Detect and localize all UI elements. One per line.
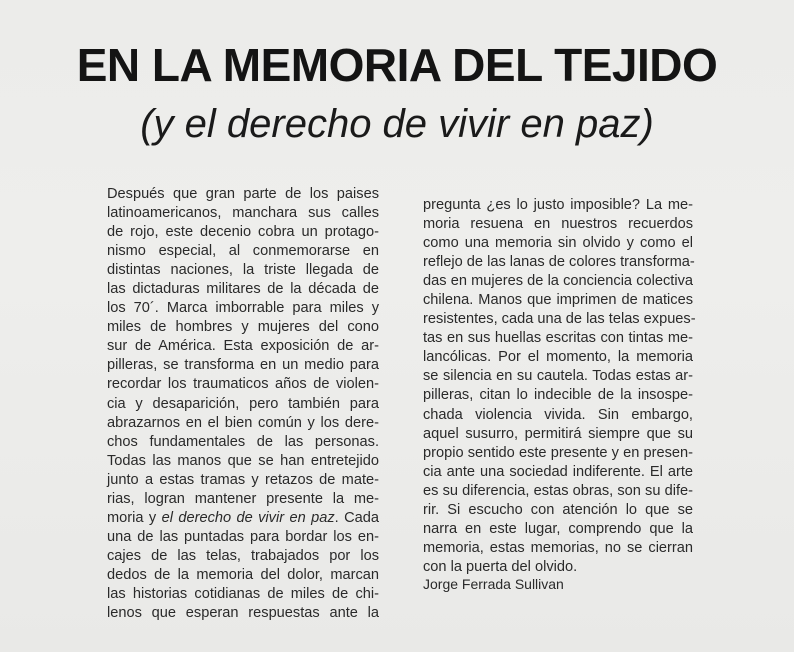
text-line: moria resuena en nuestros recuerdos xyxy=(423,216,693,233)
text-line: lancólicas. Por el momento, la memoria xyxy=(423,349,693,366)
text-line: chada violencia vivida. Sin embargo, xyxy=(423,406,693,423)
text-fragment: moria y xyxy=(107,509,162,526)
text-line: es su diferencia, estas obras, son su dife- xyxy=(423,482,693,499)
author-signature: Jorge Ferrada Sullivan xyxy=(423,576,564,592)
text-line: resistentes, cada una de las telas expues- xyxy=(423,311,696,328)
text-line: junto a estas tramas y retazos de mate- xyxy=(107,471,379,488)
text-line: una de las puntadas para bordar los en- xyxy=(107,528,379,545)
text-line: propio sentido este presente y en presen- xyxy=(423,444,693,461)
text-line: memoria, estas memorias, no se cierran xyxy=(423,539,693,556)
text-line: como una memoria sin olvido y como el xyxy=(423,235,693,252)
text-column-right xyxy=(423,196,696,577)
page-title: EN LA MEMORIA DEL TEJIDO xyxy=(76,39,718,91)
text-line: pregunta ¿es lo justo imposible? La me- xyxy=(423,197,693,213)
text-fragment: . Cada xyxy=(334,509,379,526)
text-line: recordar los traumaticos años de violen- xyxy=(107,376,379,393)
text-line: Después que gran parte de los paises xyxy=(107,186,379,202)
text-line: pilleras, citan lo indecible de la insospe- xyxy=(423,387,693,404)
text-line: dedos de la memoria del dolor, marcan xyxy=(107,566,379,583)
text-line-with-italic xyxy=(107,509,379,528)
text-line: se silencia en su cautela. Todas estas ar- xyxy=(423,368,693,385)
italic-phrase: el derecho de vivir en paz xyxy=(161,509,335,526)
text-line: los 70´. Marca imborrable para miles y xyxy=(107,300,379,317)
text-line: cia ante una sociedad indiferente. El arte xyxy=(423,463,693,480)
text-line: las dictaduras militares de la década de xyxy=(107,281,379,298)
text-line: chos fundamentales de las personas. xyxy=(107,433,379,450)
text-line: reflejo de las lanas de colores transforma- xyxy=(423,254,695,271)
text-line: tas en sus huellas escritas con tintas me- xyxy=(423,330,693,347)
text-line: nismo especial, al conmemorarse en xyxy=(107,243,379,260)
text-line: rias, logran mantener presente la me- xyxy=(107,490,379,507)
page-subtitle: (y el derecho de vivir en paz) xyxy=(140,102,654,146)
text-line: latinoamericanos, manchara sus calles xyxy=(107,205,379,222)
text-line: distintas naciones, la triste llegada de xyxy=(107,262,379,279)
text-line: cajes de las telas, trabajados por los xyxy=(107,547,379,564)
text-line: las historias cotidianas de miles de chi- xyxy=(107,585,379,602)
text-line: sur de América. Esta exposición de ar- xyxy=(107,338,379,355)
text-line: lenos que esperan respuestas ante la xyxy=(107,605,379,622)
text-line: de rojo, este decenio cobra un protago- xyxy=(107,224,379,241)
text-line: aquel susurro, permitirá siempre que su xyxy=(423,425,693,442)
text-line: pilleras, se transforma en un medio para xyxy=(107,357,379,374)
text-line: das en mujeres de la conciencia colectiva xyxy=(423,273,693,290)
text-line: narra en este lugar, comprendo que la xyxy=(423,520,693,537)
text-line: con la puerta del olvido. xyxy=(423,558,578,575)
text-line: miles de hombres y mujeres del cono xyxy=(107,319,379,336)
text-line: Todas las manos que se han entretejido xyxy=(107,452,379,469)
text-line: chilena. Manos que imprimen de matices xyxy=(423,292,693,309)
text-line: cia y desaparición, pero también para xyxy=(107,395,379,412)
text-column-left xyxy=(107,185,379,623)
text-line: abrazarnos en el bien común y los dere- xyxy=(107,414,379,431)
text-line: rir. Si escucho con atención lo que se xyxy=(423,501,693,518)
